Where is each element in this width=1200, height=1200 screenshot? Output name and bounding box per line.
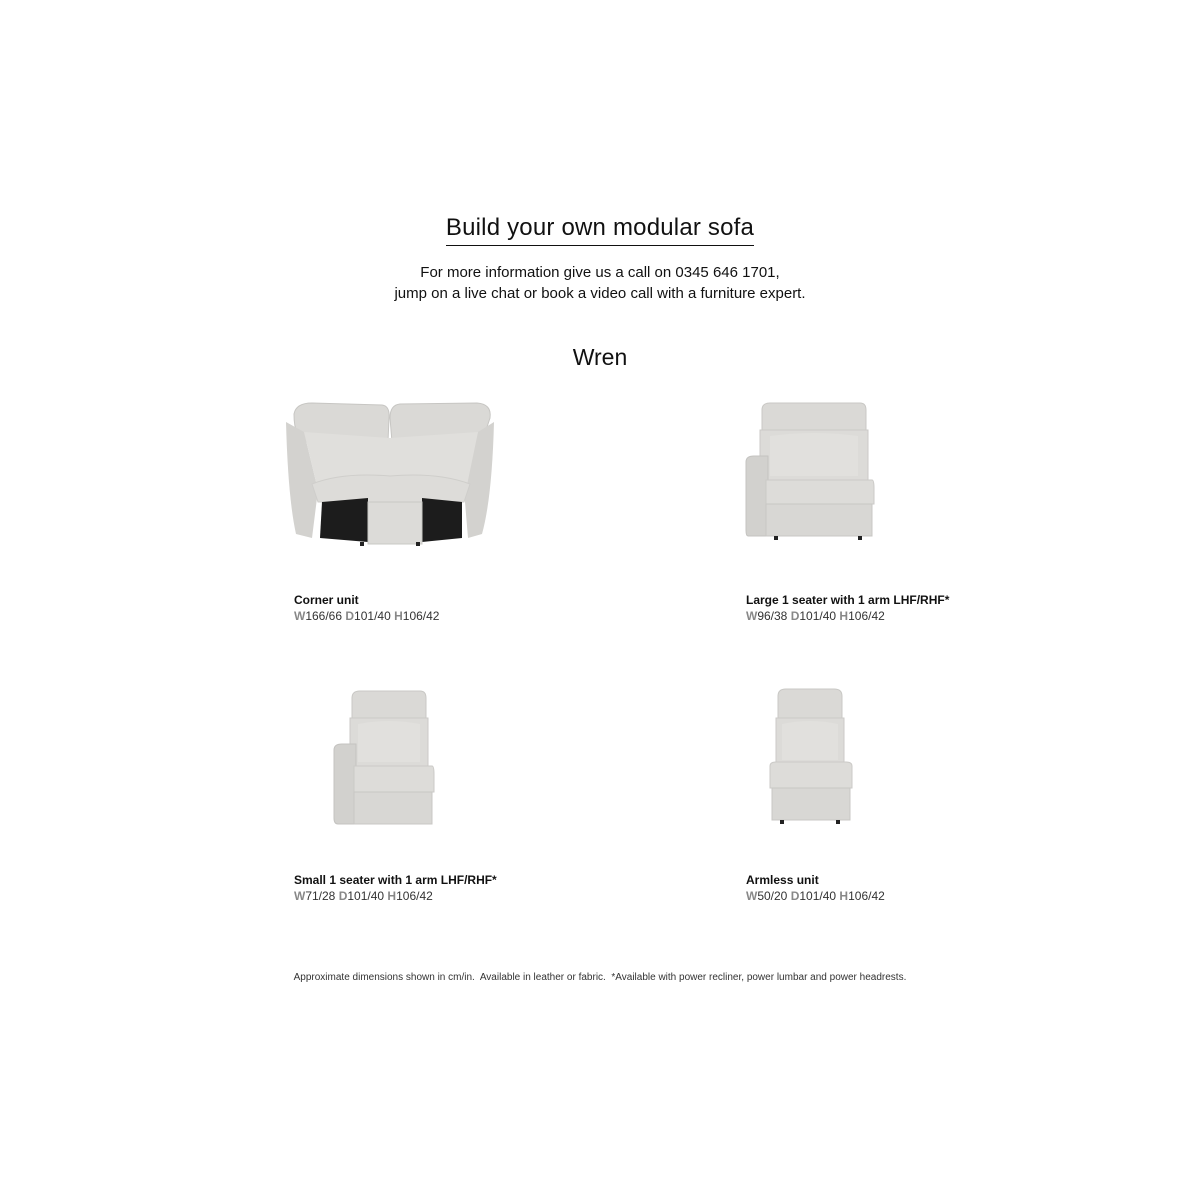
- height-label: H: [839, 609, 849, 623]
- product-name: Large 1 seater with 1 arm LHF/RHF*: [746, 593, 950, 607]
- intro-line-1: For more information give us a call on 0345 646 1701,: [420, 264, 780, 281]
- width-label: W: [746, 609, 758, 623]
- footnote: Approximate dimensions shown in cm/in. Available in leather or fabric. *Available with power recliner, power lumbar and power headrests.: [293, 972, 907, 983]
- width-value: 96/38: [757, 609, 788, 623]
- height-value: 106/42: [848, 609, 885, 623]
- width-value: 166/66: [305, 609, 343, 623]
- height-label: H: [394, 609, 403, 623]
- height-value: 106/42: [402, 609, 440, 623]
- width-label: W: [746, 889, 758, 903]
- corner-unit-drawing: [286, 403, 494, 546]
- small-seater-drawing: [334, 691, 434, 824]
- intro-line-2: jump on a live chat or book a video call with a furniture expert.: [394, 285, 806, 302]
- product-dimensions: [294, 888, 497, 904]
- product-dimensions: [746, 888, 885, 904]
- armless-unit-drawing: [770, 689, 852, 824]
- large-seater-drawing: [746, 403, 874, 540]
- intro-text: [0, 262, 1200, 304]
- product-caption-armless-unit: [746, 872, 885, 904]
- height-value: 106/42: [848, 889, 885, 903]
- product-caption-corner-unit: [294, 592, 439, 624]
- page-title-wrap: [0, 214, 1200, 246]
- height-value: 106/42: [396, 889, 433, 903]
- height-label: H: [387, 889, 397, 903]
- corner-sofa-unit-image: [282, 398, 502, 548]
- product-dimensions: [294, 608, 439, 624]
- product-caption-large-seater: [746, 592, 949, 624]
- large-one-seater-one-arm-image: [740, 400, 880, 545]
- range-name: Wren: [572, 344, 628, 370]
- width-label: W: [294, 889, 306, 903]
- width-value: 50/20: [757, 889, 788, 903]
- width-label: W: [294, 609, 306, 623]
- depth-value: 101/40: [799, 889, 837, 903]
- depth-label: D: [345, 609, 355, 623]
- product-dimensions: [746, 608, 949, 624]
- product-caption-small-seater: [294, 872, 497, 904]
- depth-label: D: [338, 889, 348, 903]
- height-label: H: [839, 889, 849, 903]
- armless-unit-image: [766, 686, 856, 826]
- small-one-seater-one-arm-image: [328, 688, 438, 833]
- depth-value: 101/40: [799, 609, 837, 623]
- width-value: 71/28: [305, 889, 336, 903]
- product-name: Small 1 seater with 1 arm LHF/RHF*: [294, 873, 497, 887]
- depth-label: D: [790, 609, 800, 623]
- depth-value: 101/40: [347, 889, 385, 903]
- product-name: Corner unit: [294, 593, 359, 607]
- product-name: Armless unit: [746, 873, 819, 887]
- page-title: Build your own modular sofa: [446, 214, 754, 246]
- depth-label: D: [790, 889, 800, 903]
- depth-value: 101/40: [354, 609, 391, 623]
